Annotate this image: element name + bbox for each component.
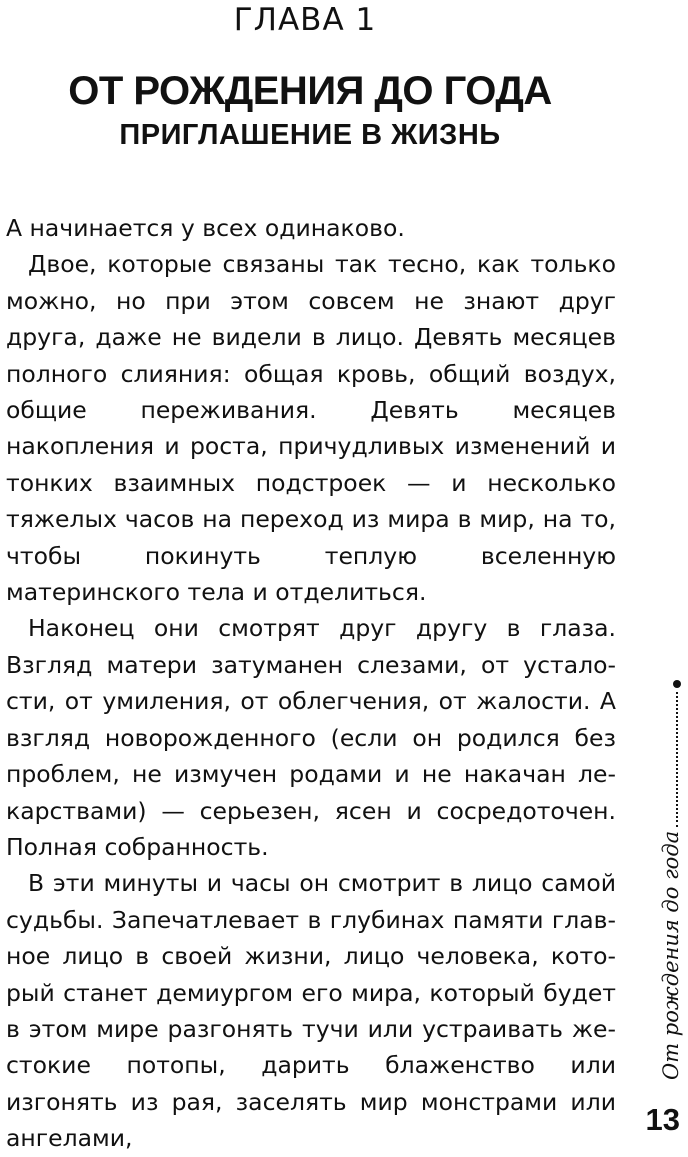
paragraph: Двое, которые связаны так тесно, как только можно, но при этом совсем не знают друг друга, даже не видели в лицо. Девять месяцев полного слияния: общая кровь, общий воздух, общие переживания. Девять месяцев накопления и роста, причудливых изменений и тонких взаимных подстроек — и несколько тяжелых часов на переход из мира в мир, на то, чтобы покинуть теплую вселенную материнского тела и отделиться. xyxy=(6,250,616,607)
dotted-leader xyxy=(676,692,678,827)
chapter-subtitle: ПРИГЛАШЕНИЕ В ЖИЗНЬ xyxy=(119,119,501,151)
body-text xyxy=(6,210,616,1157)
leader-dot-icon xyxy=(673,680,681,688)
paragraph: В эти минуты и часы он смотрит в лицо самой судьбы. Запечатлевает в глубинах памяти главное лицо в своей жизни, лицо человека, который станет демиургом его мира, который будет в этом мире разгонять тучи или устраивать жестокие потопы, дарить блаженство или изгонять из рая, заселять мир монстрами или ангелами, xyxy=(6,869,616,1153)
paragraph: А начинается у всех одинаково. xyxy=(6,214,405,242)
page-number: 13 xyxy=(645,1102,680,1137)
chapter-title: ОТ РОЖДЕНИЯ ДО ГОДА xyxy=(68,69,552,113)
chapter-label: ГЛАВА 1 xyxy=(233,2,377,38)
running-head xyxy=(642,680,688,1080)
running-head-text: От рождения до года xyxy=(659,830,683,1080)
paragraph: Наконец они смотрят друг другу в глаза. Взгляд матери затуманен слезами, от усталости, от умиления, от облегчения, от жалости. А взгляд новорожденного (если он родился без проблем, не измучен родами и не накачан лекарствами) — серьезен, ясен и сосредоточен. Полная собранность. xyxy=(6,614,616,861)
